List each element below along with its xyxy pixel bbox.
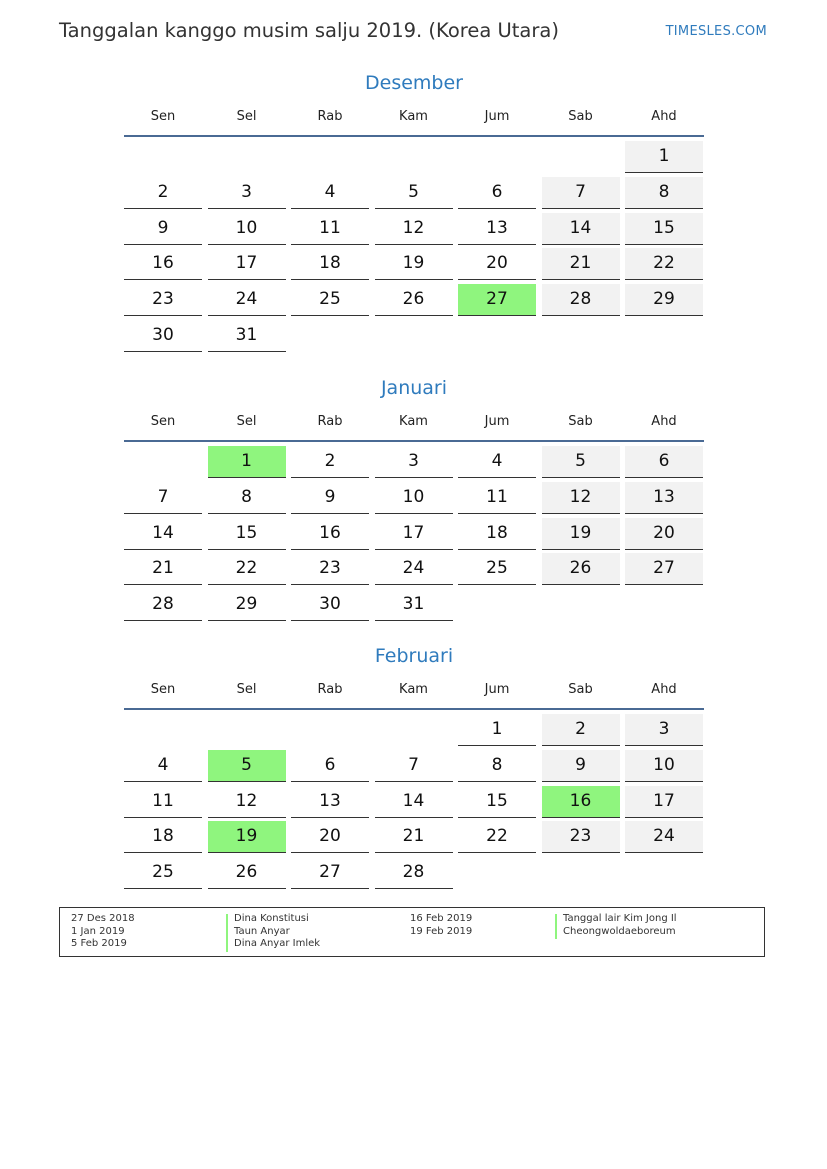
weekday-label: Kam <box>399 414 428 429</box>
weekday-label: Ahd <box>651 109 677 124</box>
day-cell: 19 <box>375 248 453 280</box>
weekday-label: Sen <box>150 109 176 124</box>
day-cell: 13 <box>625 482 703 514</box>
legend-holiday-name: Tanggal lair Kim Jong Il <box>563 913 677 924</box>
day-cell: 8 <box>625 177 703 209</box>
day-cell: 17 <box>625 786 703 818</box>
day-cell: 8 <box>208 482 286 514</box>
day-cell: 10 <box>625 750 703 782</box>
day-cell: 28 <box>375 857 453 889</box>
day-cell: 11 <box>458 482 536 514</box>
day-cell: 23 <box>542 821 620 853</box>
day-cell: 30 <box>124 320 202 352</box>
day-cell: 21 <box>375 821 453 853</box>
day-cell: 1 <box>625 141 703 173</box>
weekday-label: Sab <box>568 109 593 124</box>
day-cell: 14 <box>124 518 202 550</box>
header-divider <box>124 708 704 710</box>
weekday-label: Sel <box>236 682 257 697</box>
day-cell: 7 <box>124 482 202 514</box>
day-cell: 28 <box>542 284 620 316</box>
day-cell: 18 <box>458 518 536 550</box>
weekday-label: Sel <box>236 414 257 429</box>
legend-marker <box>555 914 557 939</box>
day-cell: 6 <box>625 446 703 478</box>
legend-dates-col-1 <box>71 913 135 951</box>
day-cell: 7 <box>542 177 620 209</box>
day-cell: 5 <box>375 177 453 209</box>
site-link[interactable]: TIMESLES.COM <box>665 24 767 39</box>
day-cell: 12 <box>375 213 453 245</box>
day-cell: 25 <box>458 553 536 585</box>
holiday-legend <box>59 907 765 957</box>
weekday-label: Kam <box>399 109 428 124</box>
day-cell: 16 <box>124 248 202 280</box>
weekday-label: Jum <box>484 414 510 429</box>
day-cell: 26 <box>542 553 620 585</box>
weekday-header <box>124 109 704 131</box>
day-cell: 9 <box>291 482 369 514</box>
legend-date: 27 Des 2018 <box>71 913 135 924</box>
holiday-day-cell: 27 <box>458 284 536 316</box>
day-cell: 18 <box>291 248 369 280</box>
day-cell: 22 <box>458 821 536 853</box>
day-cell: 13 <box>458 213 536 245</box>
legend-marker <box>226 914 228 952</box>
legend-holiday-name: Taun Anyar <box>234 925 290 937</box>
weekday-label: Kam <box>399 682 428 697</box>
month-name: Desember <box>365 72 463 94</box>
day-cell: 9 <box>542 750 620 782</box>
day-cell: 15 <box>625 213 703 245</box>
day-cell: 19 <box>542 518 620 550</box>
day-cell: 29 <box>625 284 703 316</box>
month-name: Januari <box>380 377 448 399</box>
holiday-day-cell: 19 <box>208 821 286 853</box>
day-cell: 18 <box>124 821 202 853</box>
legend-dates-col-2 <box>410 913 472 938</box>
day-cell: 11 <box>124 786 202 818</box>
day-cell: 31 <box>208 320 286 352</box>
day-cell: 25 <box>124 857 202 889</box>
legend-holiday-name: Dina Anyar Imlek <box>234 938 321 949</box>
weekday-label: Sab <box>568 682 593 697</box>
weekday-label: Sel <box>236 109 257 124</box>
day-cell: 22 <box>208 553 286 585</box>
day-cell: 31 <box>375 589 453 621</box>
day-cell: 16 <box>291 518 369 550</box>
day-cell: 14 <box>375 786 453 818</box>
day-cell: 27 <box>625 553 703 585</box>
day-cell: 13 <box>291 786 369 818</box>
day-cell: 27 <box>291 857 369 889</box>
day-cell: 2 <box>291 446 369 478</box>
day-cell: 26 <box>208 857 286 889</box>
weekday-label: Rab <box>317 109 343 124</box>
day-cell: 28 <box>124 589 202 621</box>
day-cell: 12 <box>542 482 620 514</box>
day-cell: 26 <box>375 284 453 316</box>
holiday-day-cell: 1 <box>208 446 286 478</box>
day-cell: 1 <box>458 714 536 746</box>
day-cell: 10 <box>208 213 286 245</box>
weekday-header <box>124 682 704 704</box>
day-cell: 20 <box>625 518 703 550</box>
day-cell: 7 <box>375 750 453 782</box>
legend-names-col-1 <box>234 913 320 951</box>
day-cell: 25 <box>291 284 369 316</box>
day-cell: 10 <box>375 482 453 514</box>
day-cell: 2 <box>124 177 202 209</box>
legend-holiday-name: Dina Konstitusi <box>234 913 309 924</box>
legend-date: 1 Jan 2019 <box>71 925 125 937</box>
month-name: Februari <box>374 645 454 667</box>
day-cell: 20 <box>458 248 536 280</box>
weekday-label: Jum <box>484 109 510 124</box>
header-divider <box>124 440 704 442</box>
weekday-label: Sen <box>150 682 176 697</box>
day-cell: 24 <box>208 284 286 316</box>
weekday-label: Sab <box>568 414 593 429</box>
day-cell: 8 <box>458 750 536 782</box>
legend-holiday-name: Cheongwoldaeboreum <box>563 925 676 937</box>
weekday-label: Ahd <box>651 414 677 429</box>
day-cell: 15 <box>458 786 536 818</box>
day-cell: 24 <box>375 553 453 585</box>
weekday-label: Ahd <box>651 682 677 697</box>
day-cell: 3 <box>375 446 453 478</box>
header-divider <box>124 135 704 137</box>
day-cell: 4 <box>291 177 369 209</box>
day-cell: 20 <box>291 821 369 853</box>
day-cell: 23 <box>291 553 369 585</box>
day-cell: 14 <box>542 213 620 245</box>
day-cell: 21 <box>124 553 202 585</box>
day-cell: 3 <box>208 177 286 209</box>
day-cell: 12 <box>208 786 286 818</box>
day-cell: 23 <box>124 284 202 316</box>
day-cell: 17 <box>375 518 453 550</box>
legend-names-col-2 <box>563 913 677 938</box>
legend-date: 16 Feb 2019 <box>410 913 473 924</box>
day-cell: 30 <box>291 589 369 621</box>
day-cell: 2 <box>542 714 620 746</box>
page-title: Tanggalan kanggo musim salju 2019. (Korea Utara) <box>59 19 559 42</box>
legend-date: 19 Feb 2019 <box>410 925 473 937</box>
day-cell: 6 <box>291 750 369 782</box>
day-cell: 6 <box>458 177 536 209</box>
day-cell: 4 <box>458 446 536 478</box>
day-cell: 29 <box>208 589 286 621</box>
day-cell: 4 <box>124 750 202 782</box>
day-cell: 17 <box>208 248 286 280</box>
day-cell: 15 <box>208 518 286 550</box>
weekday-label: Sen <box>150 414 176 429</box>
weekday-label: Rab <box>317 682 343 697</box>
day-cell: 24 <box>625 821 703 853</box>
day-cell: 22 <box>625 248 703 280</box>
weekday-header <box>124 414 704 436</box>
day-cell: 5 <box>542 446 620 478</box>
legend-date: 5 Feb 2019 <box>71 938 127 949</box>
holiday-day-cell: 5 <box>208 750 286 782</box>
day-cell: 9 <box>124 213 202 245</box>
holiday-day-cell: 16 <box>542 786 620 818</box>
weekday-label: Jum <box>484 682 510 697</box>
weekday-label: Rab <box>317 414 343 429</box>
day-cell: 11 <box>291 213 369 245</box>
day-cell: 3 <box>625 714 703 746</box>
day-cell: 21 <box>542 248 620 280</box>
